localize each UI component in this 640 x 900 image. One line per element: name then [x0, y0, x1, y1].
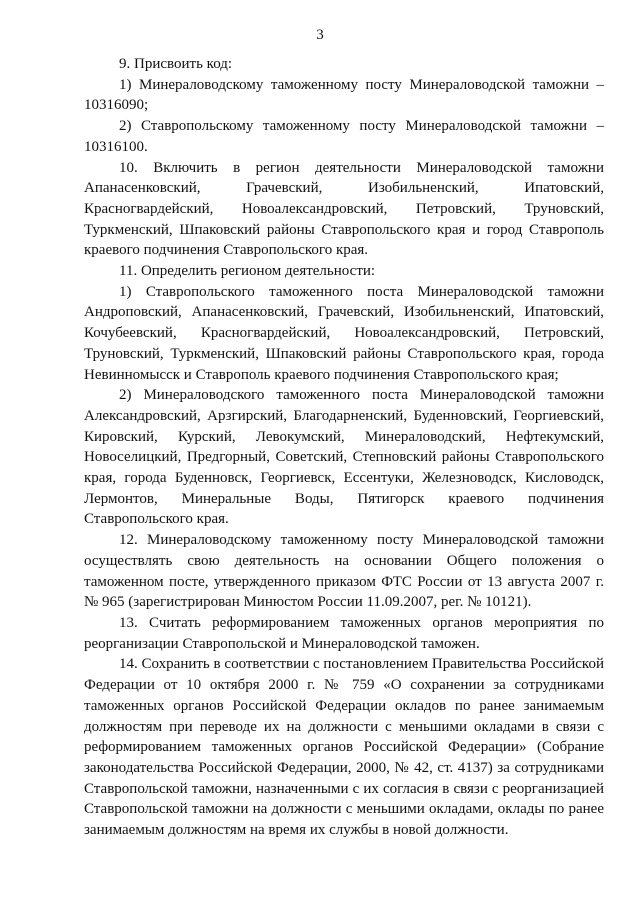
paragraph-13-reform-measures: 13. Считать реформированием таможенных органов мероприятия по реорганизации Ставропольской и Минераловодской таможен. — [84, 614, 604, 652]
paragraph-11-1-stavropol-post-region: 1) Ставропольского таможенного поста Минераловодской таможни Андроповский, Апанасенковский, Грачевский, Изобильненский, Ипатовский, Кочубеевский, Красногвардейский, Новоалександровский, Петровский, Труновский, Туркменский, Шпаковский районы Ставропольского края, города Невинномысск и Ставрополь краевого подчинения Ставропольского края; — [84, 283, 604, 383]
paragraph-9-1-mineralovodsk-post-code: 1) Минераловодскому таможенному посту Минераловодской таможни – 10316090; — [84, 76, 604, 114]
paragraph-10-include-region: 10. Включить в регион деятельности Минераловодской таможни Апанасенковский, Грачевский, Изобильненский, Ипатовский, Красногвардейский, Новоалександровский, Петровский, Труновский, Туркменский, Шпаковский районы Ставропольского края и город Ставрополь краевого подчинения Ставропольского края. — [84, 159, 604, 259]
paragraph-12-general-regulation: 12. Минераловодскому таможенному посту Минераловодской таможни осуществлять свою деятельность на основании Общего положения о таможенном посте, утвержденного приказом ФТС России от 13 августа 2007 г. № 965 (зарегистрирован Минюстом России 11.09.2007, рег. № 10121). — [84, 532, 604, 611]
document-body — [84, 54, 604, 841]
paragraph-9-2-stavropol-post-code: 2) Ставропольскому таможенному посту Минераловодской таможни – 10316100. — [84, 118, 604, 155]
paragraph-11-2-mineralovodsk-post-region: 2) Минераловодского таможенного поста Минераловодской таможни Александровский, Арзгирский, Благодарненский, Буденновский, Георгиевский, Кировский, Курский, Левокумский, Минераловодский, Нефтекумский, Новоселицкий, Предгорный, Советский, Степновский районы Ставропольского края, города Буденновск, Георгиевск, Ессентуки, Железноводск, Кисловодск, Лермонтов, Минеральные Воды, Пятигорск краевого подчинения Ставропольского края. — [84, 387, 604, 528]
paragraph-11-define-region: 11. Определить регионом деятельности: — [119, 263, 376, 280]
paragraph-9-assign-code: 9. Присвоить код: — [119, 56, 233, 72]
page-number: 3 — [316, 27, 324, 43]
paragraph-14-preserve-salaries: 14. Сохранить в соответствии с постановлением Правительства Российской Федерации от 10 октября 2000 г. № 759 «О сохранении за сотрудниками таможенных органов Российской Федерации окладов по ранее занимаемым должностям при переводе их на должности с меньшими окладами в связи с реформированием таможенных органов Российской Федерации» (Собрание законодательства Российской Федерации, 2000, № 42, ст. 4137) за сотрудниками Ставропольской таможни, назначенными с их согласия в связи с реорганизацией Ставропольской таможни на должности с меньшими окладами, оклады по ранее занимаемым должностям на время их службы в новой должности. — [84, 656, 604, 839]
